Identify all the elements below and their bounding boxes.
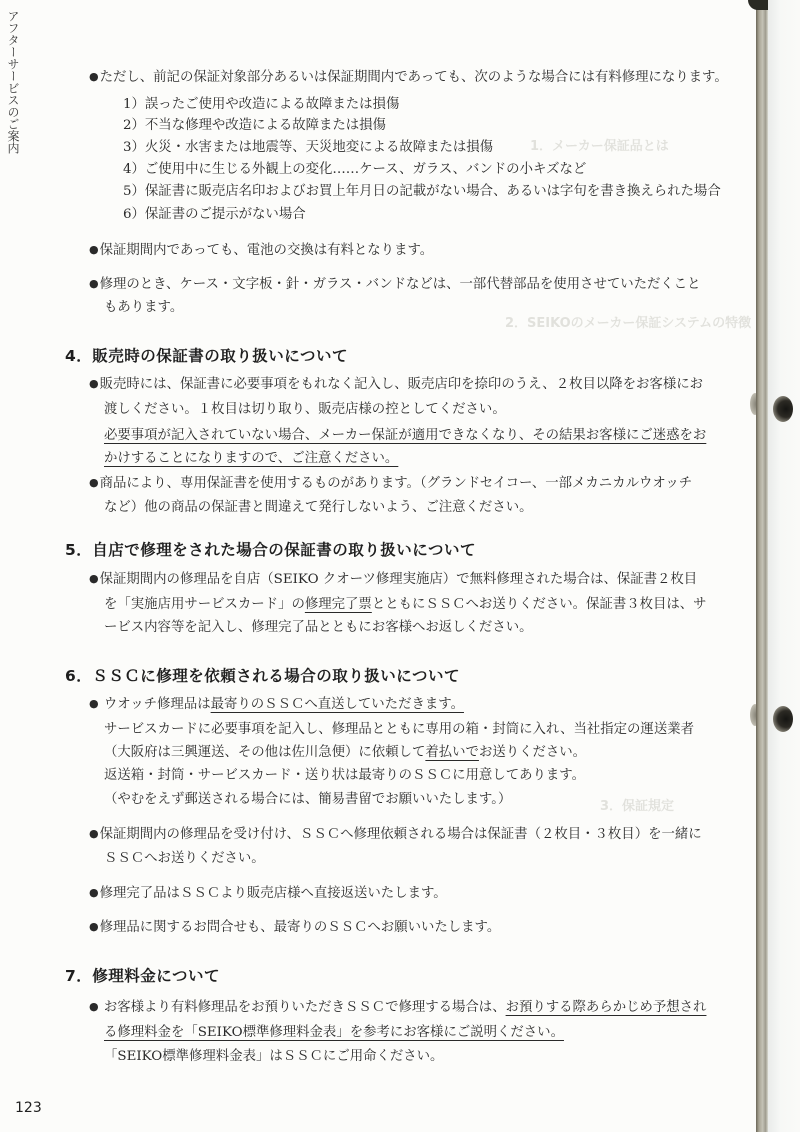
parts-note: ● 修理のとき、ケース・文字板・針・ガラス・バンドなどは、一部代替部品を使用させていただくこと: [89, 277, 701, 293]
section-6-line: ＳＳＣへお送りください。: [104, 851, 265, 866]
text-span: （大阪府は三興運送、その他は佐川急便）に依頼して: [104, 745, 426, 760]
underlined-span: お預りする際あらかじめ予想され: [505, 1000, 707, 1015]
exception-item-1: 1）誤ったご使用や改造による故障または損傷: [123, 97, 400, 112]
parts-note-cont: もあります。: [104, 300, 184, 315]
section-6-line: ● 保証期間内の修理品を受け付け、ＳＳＣへ修理依頼される場合は保証書（２枚目・３枚目）を一緒に: [89, 827, 702, 843]
section-number: 4．: [65, 347, 93, 365]
section-7-heading: [65, 964, 220, 986]
next-page-edge: [768, 0, 800, 1132]
section-5-line: [104, 597, 707, 613]
section-7-line: 「SEIKO標準修理料金表」はＳＳＣにご用命ください。: [104, 1049, 444, 1064]
section-6-heading: [65, 664, 460, 686]
exception-item-3: 3）火災・水害または地震等、天災地変による故障または損傷: [123, 140, 494, 155]
section-4-line: 渡しください。１枚目は切り取り、販売店様の控としてください。: [104, 402, 506, 417]
section-side-label: アフターサービスのご案内: [6, 10, 20, 154]
exception-item-4: 4）ご使用中に生じる外観上の変化……ケース、ガラス、バンドの小キズなど: [123, 162, 587, 177]
section-5-heading: [65, 538, 476, 560]
section-6-line: ● 修理完了品はＳＳＣより販売店様へ直接返送いたします。: [89, 886, 447, 902]
section-4-line: ● 商品により、専用保証書を使用するものがあります。（グランドセイコー、一部メカニカルウオッチ: [89, 476, 692, 492]
section-title: 販売時の保証書の取り扱いについて: [92, 347, 348, 365]
section-4-line-underlined: かけすることになりますので、ご注意ください。: [104, 451, 399, 466]
section-6-line: ● 修理品に関するお問合せも、最寄りのＳＳＣへお願いいたします。: [89, 920, 500, 936]
text-span: とともにＳＳＣへお送りください。保証書３枚目は、サ: [371, 597, 707, 612]
underlined-span: 修理完了票: [304, 597, 372, 612]
section-5-line: ービス内容等を記入し、修理完了品とともにお客様へお返しください。: [104, 620, 533, 635]
binder-hole-icon: [773, 706, 793, 732]
section-6-line: [89, 697, 464, 713]
underlined-span: 最寄りのＳＳＣへ直送していただきます。: [210, 697, 464, 712]
text-span: ウオッチ修理品は: [103, 697, 211, 712]
section-4-line-underlined: 必要事項が記入されていない場合、メーカー保証が適用できなくなり、その結果お客様にご迷惑をお: [104, 428, 707, 443]
section-title: 自店で修理をされた場合の保証書の取り扱いについて: [92, 541, 476, 559]
exception-item-2: 2）不当な修理や改造による故障または損傷: [123, 118, 386, 133]
section-6-line: 返送箱・封筒・サービスカード・送り状は最寄りのＳＳＣに用意してあります。: [104, 768, 585, 783]
section-number: 6．: [65, 667, 93, 685]
intro-bullet: ● ただし、前記の保証対象部分あるいは保証期間内であっても、次のような場合には有料修理になります。: [89, 70, 728, 86]
underlined-span: 着払いで: [425, 745, 479, 760]
exception-item-5: 5）保証書に販売店名印およびお買上年月日の記載がない場合、あるいは字句を書き換えられた場合: [123, 184, 721, 199]
section-7-line: [89, 1000, 706, 1016]
page-number: 123: [15, 1100, 42, 1116]
section-5-line: ● 保証期間内の修理品を自店（SEIKO クオーツ修理実施店）で無料修理された場合は、保証書２枚目: [89, 572, 697, 588]
section-title: 修理料金について: [92, 967, 220, 985]
binder-spine: [756, 0, 768, 1132]
section-title: ＳＳＣに修理を依頼される場合の取り扱いについて: [92, 667, 460, 685]
section-4-line: ● 販売時には、保証書に必要事項をもれなく記入し、販売店印を捺印のうえ、２枚目以降をお客様にお: [89, 377, 703, 393]
section-number: 7．: [65, 967, 93, 985]
text-span: を「実施店用サービスカード」の: [104, 597, 305, 612]
bleed-through-text: 3．保証規定: [600, 799, 675, 814]
section-number: 5．: [65, 541, 93, 559]
section-4-line: など）他の商品の保証書と間違えて発行しないよう、ご注意ください。: [104, 500, 533, 515]
bleed-through-text: 2．SEIKOのメーカー保証システムの特徴: [505, 316, 752, 331]
text-span: お送りください。: [478, 745, 587, 760]
section-6-line: [104, 745, 586, 761]
binder-hole-icon: [773, 396, 793, 422]
battery-note: ● 保証期間内であっても、電池の交換は有料となります。: [89, 243, 433, 259]
text-span: お客様より有料修理品をお預りいただきＳＳＣで修理する場合は、: [103, 1000, 506, 1015]
exception-item-6: 6）保証書のご提示がない場合: [123, 207, 306, 222]
section-6-line: サービスカードに必要事項を記入し、修理品とともに専用の箱・封筒に入れ、当社指定の運送業者: [104, 722, 694, 737]
section-7-line-underlined: る修理料金を「SEIKO標準修理料金表」を参考にお客様にご説明ください。: [104, 1025, 564, 1040]
section-4-heading: [65, 344, 348, 366]
section-6-line: （やむをえず郵送される場合には、簡易書留でお願いいたします。）: [104, 792, 512, 807]
bleed-through-text: 1．メーカー保証品とは: [530, 139, 669, 154]
